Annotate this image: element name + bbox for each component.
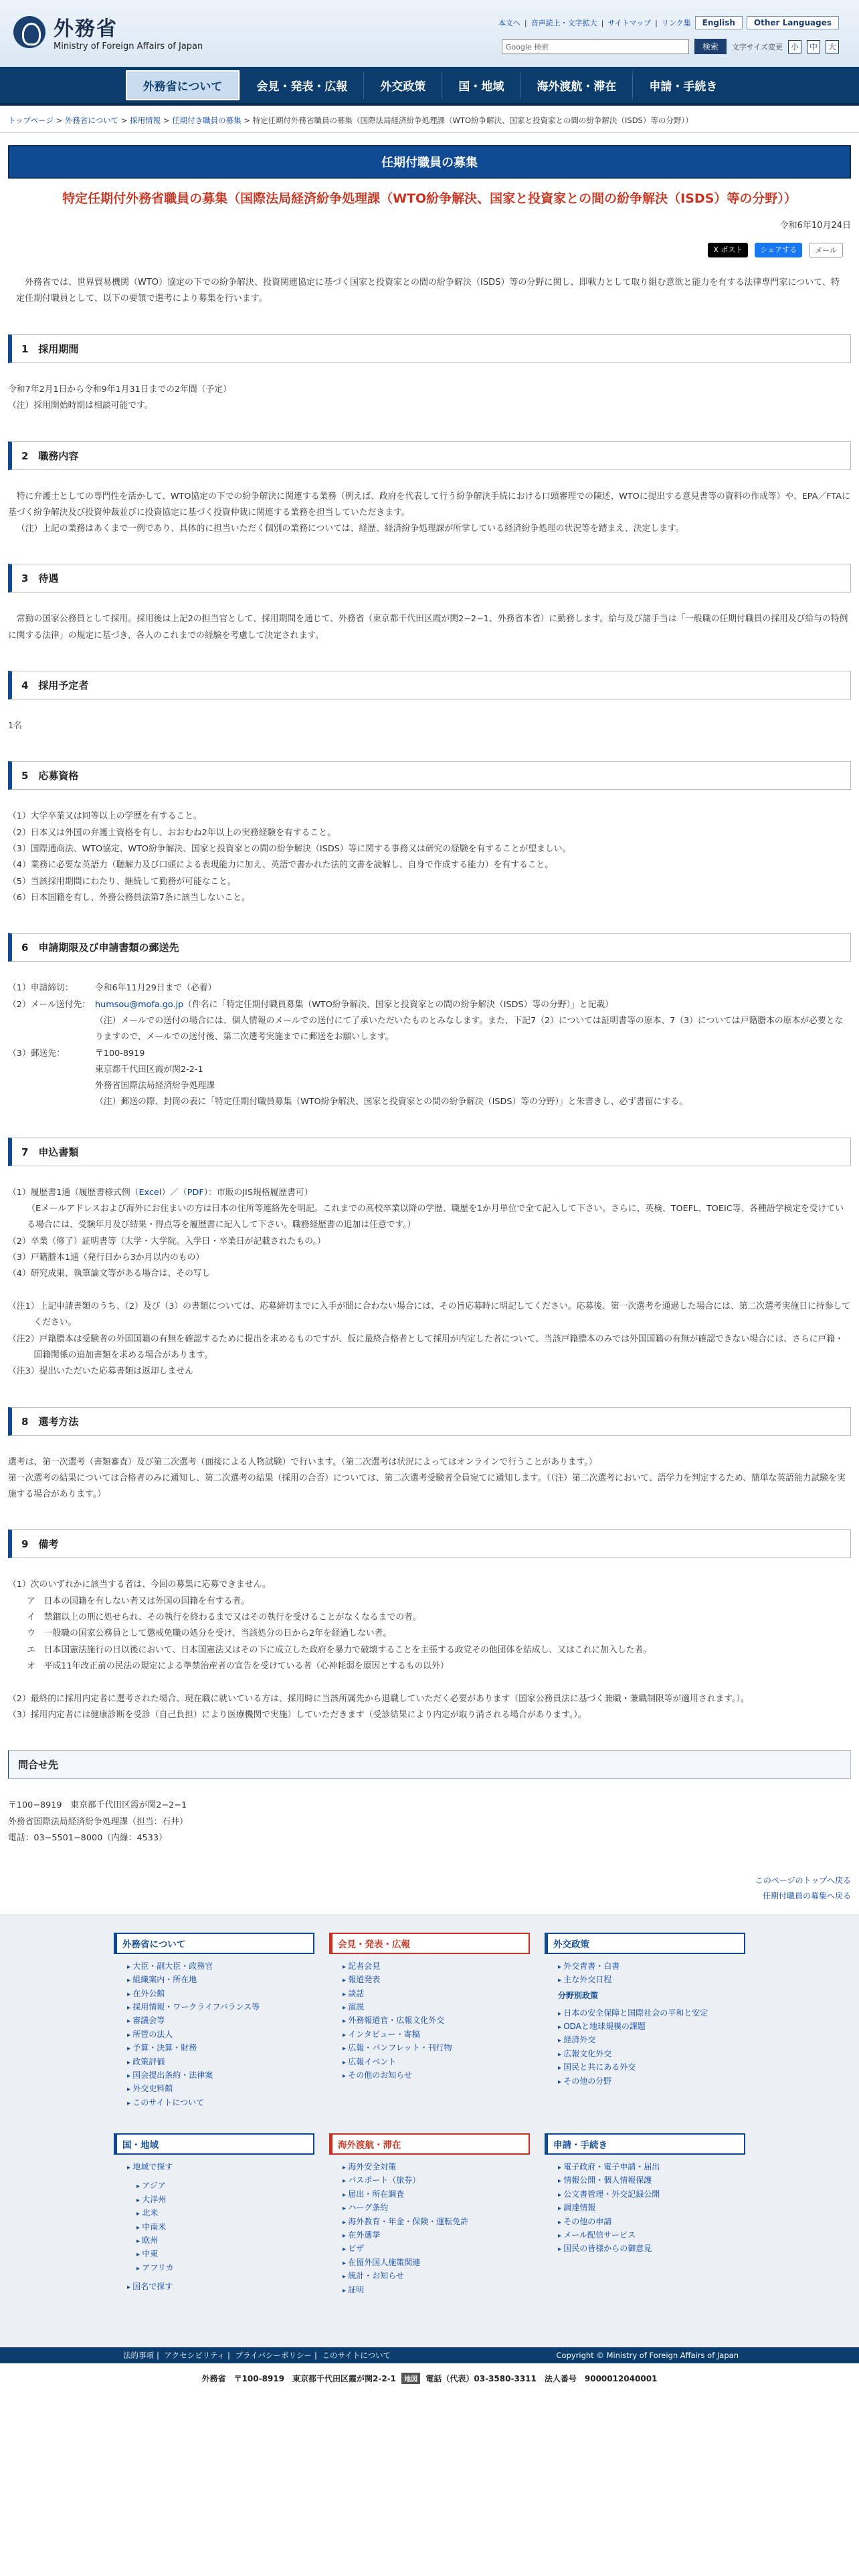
list-item: （5）当該採用期間にわたり、継続して勤務が可能なこと。 xyxy=(8,876,236,887)
list-item: （3）国際通商法、WTO協定、WTO紛争解決、国家と投資家との間の紛争解決（ISDS）等に関する事務又は研究の経験を有することが望ましい。 xyxy=(8,844,571,854)
back-to-top-link[interactable]: このページのトップへ戻る xyxy=(755,1876,851,1886)
email-link[interactable]: humsou@mofa.go.jp xyxy=(95,999,184,1010)
selection-text: 選考は、第一次選考（書類審査）及び第二次選考（面接による人物試験）で行います。（第二次選考は状況によってはオンラインで行うことがあります。） xyxy=(8,1457,597,1467)
footer-nav xyxy=(0,1915,859,2347)
resume-excel-link[interactable]: Excel xyxy=(138,1187,162,1198)
footer-link[interactable]: 調達情報 xyxy=(563,2203,596,2213)
footer-legal-link[interactable]: 法的事項 xyxy=(123,2350,154,2360)
footer-link[interactable]: ビザ xyxy=(348,2244,365,2254)
font-size-medium-button[interactable]: 中 xyxy=(807,40,820,53)
font-size-label: 文字サイズ変更 xyxy=(731,42,783,51)
footer-accessibility-link[interactable]: アクセシビリティ xyxy=(164,2350,225,2360)
nav-procedures[interactable]: 申請・手続き xyxy=(632,72,733,99)
footer-link[interactable]: 在外公館 xyxy=(132,1988,165,1998)
duties-note: （注）上記の業務はあくまで一例であり、具体的に担当いただく個別の業務については、経歴、経済紛争処理課が所掌している経済紛争処理の状況等を踏まえ、決定します。 xyxy=(16,524,684,534)
list-item: （4）研究成果、執筆論文等がある場合は、その写し xyxy=(8,1269,211,1279)
nav-travel[interactable]: 海外渡航・滞在 xyxy=(520,72,632,99)
copyright: Copyright © Ministry of Foreign Affairs of Japan xyxy=(556,2350,739,2360)
mofa-emblem-icon xyxy=(13,16,45,48)
list-item: ウ 一般職の国家公務員として懲戒免職の処分を受け、当該処分の日から2年を経過しない者。 xyxy=(27,1628,392,1639)
footer-col-press xyxy=(329,1933,530,2109)
site-header xyxy=(0,0,859,67)
footer-heading[interactable]: 会見・発表・広報 xyxy=(329,1933,530,1954)
footer-link[interactable]: 採用情報・ワークライフバランス等 xyxy=(132,2002,260,2012)
lead-text: 外務省では、世界貿易機関（WTO）協定の下での紛争解決、投資関連協定に基づく国家と投資家との間の紛争解決（ISDS）等の分野に関し、即戦力として取り組む意欲と能力を有する法律専門家について、特定任期付職員として、以下の要領で選考により募集を行います。 xyxy=(16,277,840,304)
contact-body xyxy=(8,1798,851,1846)
list-item: （2）最終的に採用内定者に選考された場合、現在職に就いている方は、採用時に当該所属先から退職していただく必要があります（国家公務員法に基づく兼職・兼職制限等が適用されます。）。 xyxy=(8,1693,749,1704)
selection-text: 第一次選考の結果については合格者のみに通知し、第二次選考の結果（採用の合否）については、第二次選考受験者全員宛てに通知します。（（注）第二次選考において、語学力を判定するため、簡単な英語能力試験を実施する場合があります。） xyxy=(8,1473,846,1500)
nav-policy[interactable]: 外交政策 xyxy=(363,72,442,99)
footer-link[interactable]: 国民と共にある外交 xyxy=(563,2062,636,2072)
mail-address: 東京都千代田区霞が関2-2-1 xyxy=(95,1064,203,1075)
deadline-value: 令和6年11月29日まで（必着） xyxy=(95,983,217,994)
list-item: （2）卒業（修了）証明書等（大学・大学院。入学日・卒業日が記載されたもの。） xyxy=(8,1236,326,1247)
footer-link[interactable]: その他のお知らせ xyxy=(348,2070,412,2080)
footer-link[interactable]: 在外選挙 xyxy=(348,2230,381,2240)
footer-link[interactable]: 日本の安全保障と国際社会の平和と安定 xyxy=(563,2008,708,2018)
footer-link[interactable]: 広報文化外交 xyxy=(563,2048,612,2058)
link-sitemap[interactable]: サイトマップ xyxy=(607,19,652,27)
font-size-large-button[interactable]: 大 xyxy=(826,40,839,53)
footer-link[interactable]: その他の分野 xyxy=(563,2076,612,2086)
site-logo[interactable] xyxy=(13,12,203,51)
section-heading-period: 1 採用期間 xyxy=(8,334,851,363)
footer-link[interactable]: 中南米 xyxy=(142,2222,167,2232)
search-area xyxy=(502,39,839,54)
contact-heading: 問合せ先 xyxy=(8,1750,851,1779)
footer-link[interactable]: 欧州 xyxy=(142,2236,159,2246)
footer-link[interactable]: 外交史料館 xyxy=(132,2084,173,2094)
footer-link[interactable]: 予算・決算・財務 xyxy=(132,2043,197,2053)
section-documents-body xyxy=(8,1185,851,1380)
list-item: （4）業務に必要な英語力（聴解力及び口頭による表現能力に加え、英語で書かれた法的文書を読解し、自身で作成する能力）を有すること。 xyxy=(8,860,554,871)
back-to-recruit-link[interactable]: 任期付職員の募集へ戻る xyxy=(762,1891,851,1901)
footer-link[interactable]: 大臣・副大臣・政務官 xyxy=(132,1961,213,1971)
deadline-label: （1）申請締切： xyxy=(8,983,74,994)
footer-link[interactable]: 所管の法人 xyxy=(132,2029,173,2039)
footer-col-about xyxy=(114,1933,314,2109)
list-item: （3）採用内定者には健康診断を受診（自己負担）により医療機関で実施）していただきます（受診結果により内定が取り消される場合があります。）。 xyxy=(8,1709,587,1720)
footer-bar: 法的事項 | アクセシビリティ | プライバシーポリシー | このサイトについて Copyright © Ministry of Foreign Affairs of Japan xyxy=(0,2347,859,2363)
breadcrumb: トップページ > 外務省について > 採用情報 > 任期付き職員の募集 > 特定任期付外務省職員の募集（国際法局経済紛争処理課（WTO紛争解決、国家と投資家との間の紛争解決（ISDS）等の分野）） xyxy=(0,106,859,133)
footer-link[interactable]: 主な外交日程 xyxy=(563,1975,612,1985)
section-heading-selection: 8 選考方法 xyxy=(8,1407,851,1436)
footer-link[interactable]: 演説 xyxy=(348,2002,365,2012)
email-label: （2）メール送付先： xyxy=(8,999,91,1010)
main-title: 特定任期付外務省職員の募集（国際法局経済紛争処理課（WTO紛争解決、国家と投資家との間の紛争解決（ISDS）等の分野）） xyxy=(62,191,797,206)
footer-link[interactable]: その他の申請 xyxy=(563,2216,612,2226)
list-item: オ 平成11年改正前の民法の規定による準禁治産者の宣告を受けている者（心神耗弱を原因とするもの以外） xyxy=(27,1661,449,1671)
footer-link[interactable]: ODAと地球規模の課題 xyxy=(563,2021,646,2031)
list-item: （1）次のいずれかに該当する者は、今回の募集に応募できません。 xyxy=(8,1580,271,1590)
footer-link[interactable]: 広報・パンフレット・刊行物 xyxy=(348,2043,452,2053)
footer-link[interactable]: 情報公開・個人情報保護 xyxy=(563,2175,652,2185)
footer-link[interactable]: 海外教育・年金・保険・運転免許 xyxy=(348,2216,469,2226)
footer-col-procedures xyxy=(545,2133,745,2296)
footer-link[interactable]: アジア xyxy=(142,2181,166,2191)
section-treatment-body xyxy=(8,611,851,644)
breadcrumb-fixed-term[interactable]: 任期付き職員の募集 xyxy=(172,116,242,125)
utility-links: 本文へ | 音声読上・文字拡大 | サイトマップ | リンク集 English Other Languages xyxy=(498,16,839,29)
mail-share-button[interactable]: メール xyxy=(809,243,843,257)
section-heading-openings: 4 採用予定者 xyxy=(8,671,851,700)
logo-subtitle: Ministry of Foreign Affairs of Japan xyxy=(54,41,203,51)
link-accessibility-tools[interactable]: 音声読上・文字拡大 xyxy=(531,19,597,27)
facebook-share-button[interactable]: シェアする xyxy=(755,243,802,257)
footer-link[interactable]: 審議会等 xyxy=(132,2016,165,2026)
footer-link[interactable]: 経済外交 xyxy=(563,2035,596,2045)
footer-link[interactable]: 政策評価 xyxy=(132,2056,165,2066)
footer-link[interactable]: 地域で探す xyxy=(132,2162,173,2172)
resume-note: （Eメールアドレスおよび海外にお住まいの方は日本の住所等連絡先を明記。これまでの高校卒業以降の学歴、職歴を1か月単位で全て記入して下さい。さらに、英検、TOEFL、TOEIC等、各種語学検定を受けている場合には、受験年月及び結果・得点等を履歴書に記入して下さい。職務経歴書の追加は任意です。） xyxy=(27,1204,844,1230)
documents-note: （注1）上記申請書類のうち、（2）及び（3）の書類については、応募締切までに入手が間に合わない場合には、その旨応募時に明記してください。応募後、第一次選考を通過した場合には、第二次選考実施日に持参してください。 xyxy=(8,1301,851,1328)
footer-link[interactable]: 国民の皆様からの御意見 xyxy=(563,2244,652,2254)
footer-link[interactable]: 広報イベント xyxy=(348,2056,397,2066)
footer-link[interactable]: 証明 xyxy=(348,2284,365,2294)
mail-label: （3）郵送先： xyxy=(8,1048,65,1059)
email-note: （注）メールでの送付の場合には、個人情報のメールでの送付にて了承いただいたものとみなします。また、下記7（2）については証明書等の原本、7（3）については戸籍謄本の原本が必要となりますので、メールでの送付後、第二次選考実施までに郵送をお願いします。 xyxy=(95,1015,844,1043)
treatment-text: 常勤の国家公務員として採用。採用後は上記2の担当官として、採用期間を通じて、外務省（東京都千代田区霞が関2−2−1、外務省本省）に勤務します。給与及び諸手当は「一般職の任期付職員の採用及び給与の特例に関する法律」の規定に基づき、各人のこれまでの経験を考慮して決定されます。 xyxy=(8,614,848,641)
footer-heading[interactable]: 国・地域 xyxy=(114,2133,314,2155)
footer-link[interactable]: インタビュー・寄稿 xyxy=(348,2029,420,2039)
footer-link[interactable]: メール配信サービス xyxy=(563,2230,636,2240)
breadcrumb-top[interactable]: トップページ xyxy=(8,116,54,125)
footer-col-regions xyxy=(114,2133,314,2296)
footer-about-site-link[interactable]: このサイトについて xyxy=(322,2350,391,2360)
footer-link[interactable]: ハーグ条約 xyxy=(348,2203,389,2213)
search-button[interactable]: 検索 xyxy=(694,39,727,54)
footer-link[interactable]: 届出・所在調査 xyxy=(348,2189,405,2199)
list-item: （6）日本国籍を有し、外務公務員法第7条に該当しないこと。 xyxy=(8,892,250,903)
footer-link[interactable]: パスポート（旅券） xyxy=(348,2175,421,2185)
list-item: ア 日本の国籍を有しない者又は外国の国籍を有する者。 xyxy=(27,1596,250,1606)
footer-col-travel xyxy=(329,2133,530,2296)
logo-title: 外務省 xyxy=(54,17,118,41)
x-post-button[interactable]: X ポスト xyxy=(708,243,748,257)
list-item: イ 禁錮以上の刑に処せられ、その執行を終わるまで又はその執行を受けることがなくなるまでの者。 xyxy=(27,1612,421,1623)
period-note: （注）採用開始時期は相談可能です。 xyxy=(8,401,153,411)
resume-pdf-link[interactable]: PDF xyxy=(187,1187,204,1198)
font-size-small-button[interactable]: 小 xyxy=(788,40,801,53)
mail-recipient: 外務省国際法局経済紛争処理課 xyxy=(95,1081,215,1091)
mail-postcode: 〒100-8919 xyxy=(95,1048,145,1059)
list-item: （3）戸籍謄本1通（発行日から3か月以内のもの） xyxy=(8,1253,205,1263)
period-text: 令和7年2月1日から令和9年1月31日までの2年間（予定） xyxy=(8,384,231,395)
section-selection-body xyxy=(8,1455,851,1503)
link-links[interactable]: リンク集 xyxy=(661,19,691,27)
global-nav xyxy=(0,67,859,106)
section-heading-qualifications: 5 応募資格 xyxy=(8,761,851,790)
footer-link[interactable]: 北米 xyxy=(142,2208,159,2218)
section-heading-documents: 7 申込書類 xyxy=(8,1138,851,1166)
list-item: エ 日本国憲法施行の日以後において、日本国憲法又はその下に成立した政府を暴力で破壊することを主張する政党その他団体を結成し、又はこれに加入した者。 xyxy=(27,1644,652,1655)
footer-col-policy xyxy=(545,1933,745,2109)
page-links xyxy=(8,1873,851,1904)
footer-heading[interactable]: 海外渡航・滞在 xyxy=(329,2133,530,2155)
footer-privacy-link[interactable]: プライバシーポリシー xyxy=(235,2350,312,2360)
section-heading-remarks: 9 備考 xyxy=(8,1529,851,1558)
duties-text: 特に弁護士としての専門性を活かして、WTO協定の下での紛争解決に関連する業務（例えば、政府を代表して行う紛争解決手続における口頭審理での陳述、WTOに提出する意見書等の資料の作成等）や、EPA／FTAに基づく紛争解決及び投資仲裁並びに投資協定に基づく投資仲裁に関連する業務を担当していただきます。 xyxy=(8,491,850,518)
contact-phone: 電話：03−5501−8000（内線：4533） xyxy=(8,1832,167,1843)
breadcrumb-recruit[interactable]: 採用情報 xyxy=(130,116,161,125)
mail-note: （注）郵送の際、封筒の表に「特定任期付職員募集（WTO紛争解決、国家と投資家との間の紛争解決（ISDS）等の分野）」と朱書きし、必ず書留にする。 xyxy=(95,1097,688,1107)
english-button[interactable]: English xyxy=(695,16,743,29)
section-heading-treatment: 3 待遇 xyxy=(8,564,851,593)
openings-text: 1名 xyxy=(8,721,22,732)
footer-subheading: 分野別政策 xyxy=(558,1990,599,2000)
footer-link[interactable]: 中東 xyxy=(142,2249,159,2259)
footer-heading[interactable]: 外務省について xyxy=(114,1933,314,1954)
footer-link[interactable]: 海外安全対策 xyxy=(348,2162,397,2172)
footer-link[interactable]: このサイトについて xyxy=(132,2097,205,2107)
list-item: （2）日本又は外国の弁護士資格を有し、おおむね2年以上の実務経験を有すること。 xyxy=(8,827,336,838)
link-skip-to-content[interactable]: 本文へ xyxy=(498,19,520,27)
footer-link[interactable]: 統計・お知らせ xyxy=(348,2271,404,2281)
nav-about[interactable]: 外務省について xyxy=(126,70,240,100)
section-heading-deadline: 6 申請期限及び申請書類の郵送先 xyxy=(8,933,851,962)
publish-date: 令和6年10月24日 xyxy=(779,220,851,231)
section-deadline-body xyxy=(8,980,851,1111)
footer-link[interactable]: アフリカ xyxy=(142,2262,174,2272)
breadcrumb-current: 特定任期付外務省職員の募集（国際法局経済紛争処理課（WTO紛争解決、国家と投資家との間の紛争解決（ISDS）等の分野）） xyxy=(252,116,693,125)
list-item: （1）大学卒業又は同等以上の学歴を有すること。 xyxy=(8,811,202,822)
footer-link[interactable]: 国会提出条約・法律案 xyxy=(132,2070,213,2080)
email-subject-note: （件名に「特定任期付職員募集（WTO紛争解決、国家と投資家との間の紛争解決（ISDS）等の分野）」と記載） xyxy=(183,999,613,1010)
contact-dept: 外務省国際法局経済紛争処理課（担当：石井） xyxy=(8,1816,188,1827)
footer-link[interactable]: 記者会見 xyxy=(348,1961,381,1971)
section-remarks-body xyxy=(8,1577,851,1723)
footer-link[interactable]: 大洋州 xyxy=(142,2194,167,2204)
contact-address: 〒100−8919 東京都千代田区霞が関2−2−1 xyxy=(8,1800,187,1811)
footer-link[interactable]: 報道発表 xyxy=(348,1975,381,1985)
section-duties-body xyxy=(8,489,851,538)
section-openings-body xyxy=(8,718,851,734)
footer-heading[interactable]: 申請・手続き xyxy=(545,2133,745,2155)
nav-regions[interactable]: 国・地域 xyxy=(442,72,520,99)
footer-link[interactable]: 在留外国人施策関連 xyxy=(348,2257,421,2267)
footer-heading[interactable]: 外交政策 xyxy=(545,1933,745,1954)
breadcrumb-about[interactable]: 外務省について xyxy=(64,116,119,125)
map-icon[interactable]: 地図 xyxy=(401,2373,420,2384)
footer-link[interactable]: 電子政府・電子申請・届出 xyxy=(563,2162,660,2172)
footer-link[interactable]: 国名で探す xyxy=(132,2282,173,2292)
section-qualifications-body xyxy=(8,809,851,906)
page-title: 任期付職員の募集 xyxy=(8,145,851,179)
documents-note: （注3）提出いただいた応募書類は返却しません xyxy=(8,1366,193,1377)
footer-link[interactable]: 談話 xyxy=(348,1988,365,1998)
section-heading-duties: 2 職務内容 xyxy=(8,441,851,470)
list-item: （1）履歴書1通（履歴書様式例（Excel）／（PDF）：市販のJIS規格履歴書可） xyxy=(8,1187,313,1198)
search-input[interactable]: Google 検索 xyxy=(502,39,689,54)
footer-address: 外務省 〒100-8919 東京都千代田区霞が関2-2-1 地図 電話（代表）03-3580-3311 法人番号 9000012040001 xyxy=(0,2363,859,2397)
other-languages-button[interactable]: Other Languages xyxy=(747,16,839,29)
nav-press[interactable]: 会見・発表・広報 xyxy=(240,72,363,99)
footer-link[interactable]: 外交青書・白書 xyxy=(563,1961,620,1971)
section-period-body xyxy=(8,382,851,415)
footer-link[interactable]: 組織案内・所在地 xyxy=(132,1975,197,1985)
footer-link[interactable]: 公文書管理・外交記録公開 xyxy=(563,2189,660,2199)
share-buttons xyxy=(16,243,843,257)
documents-note: （注2）戸籍謄本は受験者の外国国籍の有無を確認するために提出を求めるものですが、仮に最終合格者として採用が内定した者について、当該戸籍謄本のみでは外国国籍の有無が確認できない場合には、さらに戸籍・国籍関係の追加書類を求める場合があります。 xyxy=(8,1333,844,1360)
footer-link[interactable]: 外務報道官・広報文化外交 xyxy=(348,2016,445,2026)
